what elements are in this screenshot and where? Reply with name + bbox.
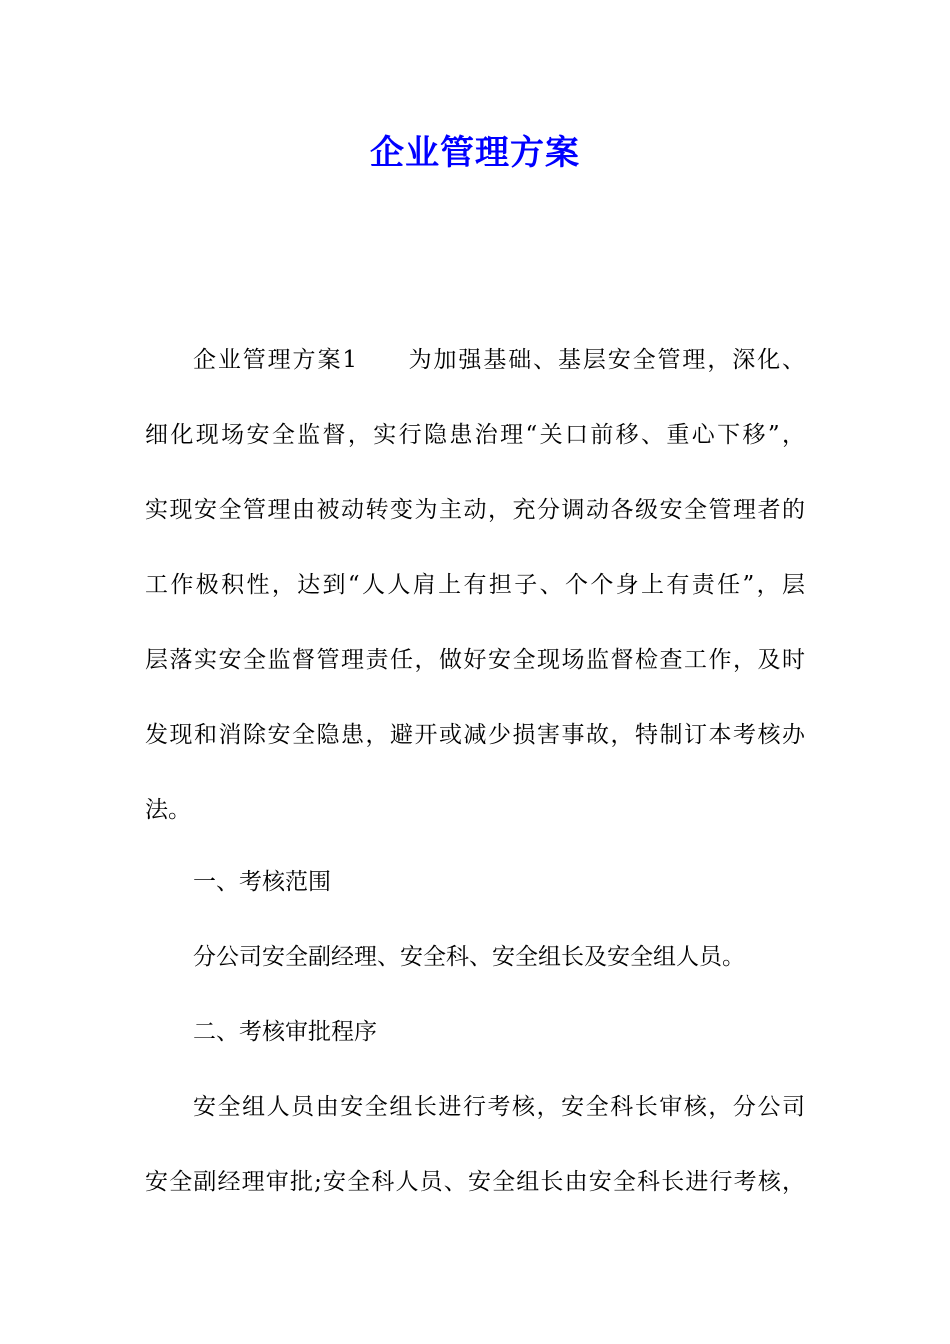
text-line: 安全副经理审批;安全科人员、安全组长由安全科长进行考核， bbox=[145, 1169, 805, 1195]
intro-paragraph bbox=[145, 323, 805, 848]
section-heading-scope: 一、考核范围 bbox=[193, 869, 331, 895]
text-line: 法。 bbox=[145, 797, 191, 823]
text-line: 安全组人员由安全组长进行考核，安全科长审核，分公司 bbox=[193, 1094, 805, 1120]
text-line: 发现和消除安全隐患，避开或减少损害事故，特制订本考核办 bbox=[145, 722, 805, 748]
text-line: 实现安全管理由被动转变为主动，充分调动各级安全管理者的 bbox=[145, 497, 805, 523]
section-heading-approval: 二、考核审批程序 bbox=[193, 1019, 377, 1045]
text-line: 细化现场安全监督，实行隐患治理“关口前移、重心下移”， bbox=[145, 422, 805, 448]
sections bbox=[145, 845, 805, 1220]
text-line: 工作极积性，达到“人人肩上有担子、个个身上有责任”，层 bbox=[145, 572, 805, 598]
section-text-scope: 分公司安全副经理、安全科、安全组长及安全组人员。 bbox=[193, 944, 745, 970]
text-line: 层落实安全监督管理责任，做好安全现场监督检查工作，及时 bbox=[145, 647, 805, 673]
document-title: 企业管理方案 bbox=[370, 133, 580, 173]
text-line: 企业管理方案1 为加强基础、基层安全管理，深化、 bbox=[193, 347, 805, 373]
